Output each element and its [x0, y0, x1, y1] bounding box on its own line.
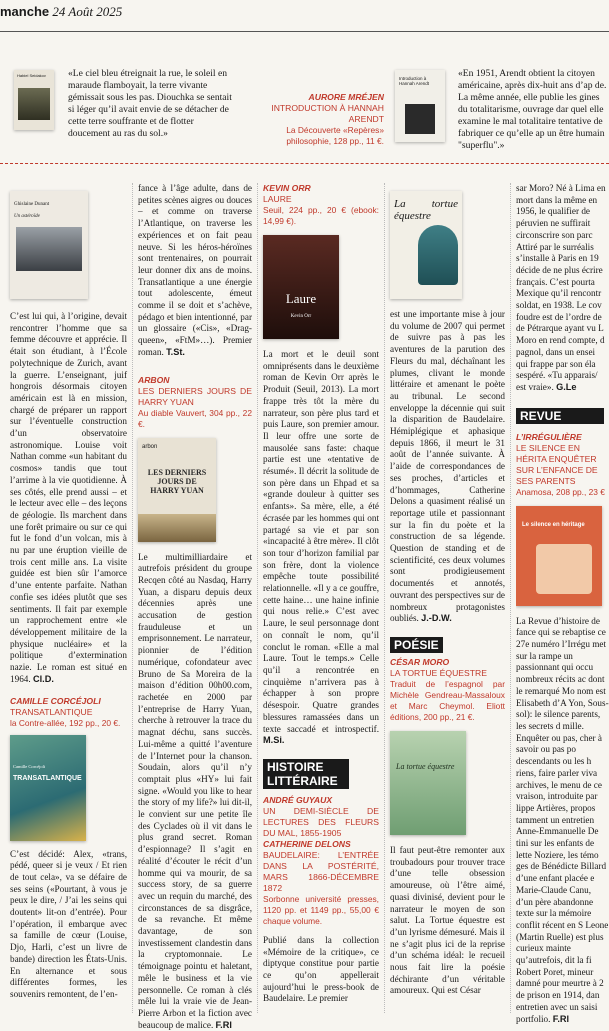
guyaux-author: ANDRÉ GUYAUX [263, 794, 333, 805]
corcejoli-author: CAMILLE CORCÉJOLI [10, 695, 101, 706]
header-date [0, 4, 122, 20]
laure-cover-title: Laure [285, 291, 317, 306]
section-poesie: POÉSIE [390, 637, 443, 653]
column-5 [516, 183, 609, 1025]
baudelaire-review-signature: J.-D.W. [421, 613, 452, 624]
dunant-review-text: C’est lui qui, à l’origine, devait rencontrer l’homme que sa femme découvre et apprécie. Il était son étudiant, à l’École polytechnique de Zurich, avant la guerre. L’enseignant, juif hongrois désormais citoyen américain est là en mission, chargé de préparer un rapport sur l’éventuelle construction d’un observatoire astronomique. Louise voit Nathan comme «un habitant du cosmos» tandis que tout l’arrime à la vie quotidienne. À ses côtés, elle prend aussi – et le lecteur avec elle – des leçons de géologie. Ils marchent dans une forêt primaire ou sur ce qui fut le fond d’un volcan, mis à nu par une éruption vieille de trois cent mille ans. La visite guidée est bien sûr l’amorce d’une entente parfaite. Nathan confie ses idées plutôt que ses sentiments. Il fait par exemple un rapprochement entre «le développement militaire de la physique nucléaire» et la politique d’extermination nazie. Le roman est situé en 1964. [10, 311, 127, 684]
revue-review [516, 616, 609, 1026]
baudelaire-cover-title: La tortue équestre [394, 198, 458, 222]
baudelaire-cover-portrait [418, 225, 458, 285]
baudelaire-review-continued [390, 309, 505, 625]
header-date-text: 24 Août 2025 [52, 4, 123, 19]
banner-center-author: AURORE MRÉJEN [308, 92, 384, 102]
column-2 [138, 183, 252, 1031]
banner-center-publisher: La Découverte «Repères» philosophie, 128 pp., 11 €. [286, 125, 384, 146]
arbon-cover-title: LES DERNIERS JOURS DE HARRY YUAN [147, 467, 207, 495]
banner-center-cover [395, 70, 445, 142]
orr-publisher: Seuil, 224 pp., 20 € (ebook: 14,99 €). [263, 205, 379, 226]
orr-review [263, 349, 379, 747]
column-rule-1 [132, 183, 133, 1013]
section-histoire-litteraire: HISTOIRE LITTÉRAIRE [263, 759, 349, 789]
moro-author: CÉSAR MORO [390, 656, 450, 667]
column-rule-2 [257, 183, 258, 1013]
revue-title: LE SILENCE EN HÉRITA ENQUÊTER SUR L’ENFANCE DE SES PARENTS [516, 442, 598, 486]
transatlantique-cover-author: Camille Corcéjoli [13, 763, 46, 769]
header-day: manche [0, 4, 50, 19]
delons-title: BAUDELAIRE: L’ENTRÉE DANS LA POSTÉRITÉ, MARS 1866-DÉCEMBRE 1872 [263, 849, 379, 893]
laure-cover [263, 235, 339, 339]
moro-review-signature: G.Le [556, 381, 577, 392]
banner-center-cover-title: Introduction à Hannah Arendt [399, 76, 430, 86]
moro-review-continued [516, 183, 609, 394]
delons-author: CATHERINE DELONS [263, 838, 351, 849]
revue-cover-title: Le silence en héritage [522, 521, 585, 528]
arbon-author: ARBON [138, 374, 170, 385]
corcejoli-review: C’est décidé: Alex, «trans, pédé, queer si je veux / Et rien de tout cela», va se défaire de ses seins («Pourtant, à vous je peux le dire, / J’ai les seins qui doutent» lit-on d’entrée). Pour l’opération, il embarque avec sa famille de cœur (Louise, Djo, Harli, c’est un livre de bande) direction les États-Unis. En alternance et sous différentes formes, les souvenirs remontent, de l’en- [10, 848, 127, 999]
moro-review: Il faut peut-être remonter aux troubadours pour trouver trace d’une telle obsession amoureuse, où l’être aimé, quasi divinisé, devient pour le narrateur le moyen de son salut. La Tortue équestre est d’un lyrisme démesuré. Mais il ne s’agit plus ici de la reprise d’un schéma idéal: le recueil nous fait lire la poésie déchirante d’un véritable amoureux. Qui est César [390, 844, 505, 996]
tortue-cover-title: La tortue équestre [396, 761, 455, 771]
orr-author: KEVIN ORR [263, 183, 311, 193]
column-rule-3 [384, 183, 385, 1013]
page-header [0, 0, 609, 32]
column-rule-4 [510, 183, 511, 1013]
column-1 [10, 183, 127, 1001]
baudelaire-review-continued-text: est une importante mise à jour du volume de 2007 qui permet de suivre pas à pas les aventures de la parution des Fleurs du mal, déchaînant les plumes, clivant le monde littéraire et amenant le poète au tribunal. Le second enveloppe la décennie qui suit la disparition de Baudelaire. Hémiplégique et aphasique depuis 1866, il meurt le 31 août de l’année suivante. À l’aide de correspondances de ses proches, d’articles et d’hommages, Catherine Delons a quasiment réalisé un reportage utile et passionnant sur la fin du poète et la construction de sa légende. Question de standing et de scientificité, ces deux volumes sont prodigieusement documentés et annotés, ouvrant des perspectives sur de nombreux protagonistes oubliés. [390, 309, 505, 624]
revue-cover [516, 506, 602, 606]
banner-left-cover [14, 70, 54, 130]
dunant-review [10, 311, 127, 686]
transatlantique-cover [10, 735, 86, 841]
banner-center-title: INTRODUCTION À HANNAH ARENDT [271, 103, 384, 124]
arbon-publisher: Au diable Vauvert, 304 pp., 22 €. [138, 407, 252, 429]
baudelaire-publisher: Sorbonne université presses, 1120 pp. et 1149 pp., 55,00 € chaque volume. [263, 893, 379, 926]
dunant-cover-image [16, 227, 82, 271]
arbon-cover-author: arbon [142, 443, 158, 450]
banner-center-cover-photo [405, 104, 435, 134]
dunant-cover-subtitle: Un astéroïde [14, 213, 40, 219]
column-4 [390, 183, 505, 997]
banner-left-quote: «Le ciel bleu étreignait la rue, le soleil en maraude flamboyait, la terre vivante gémissait sous les pas. Diouchka se sentait si léger qu’il avait envie de se détacher de cette terre souffrante et de flotter doucement au ras du sol.» [68, 68, 232, 139]
arbon-review-text: Le multimilliardaire et autrefois président du groupe Recqen côté au Nasdaq, Harry Yuan, a disparu depuis deux décennies après une accusation de gestion frauduleuse et un emprisonnement. Le narrateur, pionnier de l’édition numérique, cofondateur avec Bruno de Sa Moreira de la maison d’édition 00h00.com, rachetée en 2000 par l’entreprise de Harry Yuan, cherche à retrouver la trace du magnat déchu, sans succès. Lui-même a quitté l’aventure de l’Internet pour la chanson. Soudain, alors qu’il n’y comptait plus «HY» lui fait signe. «Would you like to hear the story of my life?» lui dit-il, le convient sur une petite île des Cyclades où il vit dans le plus grand secret. Roman d’espionnage? Il s’agit en réalité d’écouter le récit d’un homme qui va mourir, de sa success story, de sa guerre avec un requin du marché, des circonstances de sa disgrâce, de sa revanche. Et même davantage, de son investissement clandestin dans la cryptomonnaie. Le témoignage pointu et haletant, mêle le business et la vie personnelle. Ce roman à clés mêle lui la vraie vie de Jean-Pierre Arbon et la fiction avec beaucoup de malice. [138, 551, 252, 1030]
corcejoli-review-continued [138, 183, 252, 359]
column-3 [263, 183, 379, 1005]
banner-center-credits [268, 92, 384, 147]
moro-review-continued-text: sar Moro? Né à Lima en mort dans la même en 1956, le qualifier de péruvien ne suffirait circonscrire son parc Attiré par le surréalis s’installe à Paris en 19 décide de ne plus écrire français. C’est pourta Mexique qu’il rencontr soldat, en 1938. Le cov foudre est de l’ordre de de Pétrarque ayant vu L Moro en rend compte, d pagnol, dans un ensei qui frappe par son éla sespéré. «Tu apparais/ est vraie». [516, 183, 606, 392]
revue-name: L’IRRÉGULIÈRE [516, 431, 582, 442]
dunant-review-signature: Cl.D. [32, 673, 54, 684]
arbon-title: LES DERNIERS JOURS DE HARRY YUAN [138, 385, 252, 407]
tortue-cover [390, 731, 466, 835]
banner-right-quote: «En 1951, Arendt obtient la citoyen américaine, après dix-huit ans d’ap de. La même année, elle publie les gines du totalitarisme, ouvrage dar quel elle examine le mal totalitaire tentative de fabriquer ce qu’elle ap un être humain "superflu".» [458, 68, 607, 151]
orr-review-signature: M.Si. [263, 735, 285, 746]
section-revue: REVUE [516, 408, 604, 424]
corcejoli-publisher: la Contre-allée, 192 pp., 20 €. [10, 717, 121, 728]
header-rule [0, 31, 609, 32]
revue-review-text: La Revue d’histoire de fance qui se rebaptise ce 27e numéro l’Irrégu met sur la rampe un passionnant qui occu nombreux récits ac dont le remarqué Mo nom est Elisabeth d’A Yon, Sous-sol): le silence parents, les secrets d mille. Enquêter ou pas, cher à savoir ou pas po descendants ou les h riens, faire parler viva archives, le menu de ce vraison, introduite par lippe Artières, propos tamment un entretien Anne-Emmanuelle De tini sur les enfants de lette Noziere, les témo ges de Bénédicte Billard d’une enfant placée e Marie-Claude Canu, d’un père abandonne texte sur la mémoire conflit récent en S Leone (Martin Ruelle) est plus curieux mainte qu’autrefois, dit la fi Robert Poret, mineur damné pour meurtre à 2 de prison en 1914, dan entretien avec un saisi portfolio. [516, 615, 609, 1024]
banner-left-cover-image [18, 88, 50, 120]
corcejoli-review-continued-text: fance à l’âge adulte, dans de petites scènes aigres ou douces – et comme on traverse l’Atlantique, on traverse les expériences et on fait peau neuve. Si les héros-héroïnes sont trentenaires, on pourrait leur donner dix ans de moins. Transatlantique a une énergie tout adolescente, émeut comme il se doit et s’achève, pédago et bien intentionné, par un glossaire («Cis», «Drag-queen», «FtM»…). Premier roman. [138, 183, 252, 357]
arbon-review-signature: F.Rl [215, 1019, 232, 1030]
banner-left-cover-title: Habiel Seidakov [17, 73, 46, 78]
orr-title: LAURE [263, 194, 292, 204]
banner-divider [0, 163, 609, 164]
dunant-cover-author: Ghislaine Dunant [14, 202, 50, 207]
baudelaire-cover [390, 191, 462, 299]
revue-publisher: Anamosa, 208 pp., 23 € [516, 486, 605, 497]
quote-banner [0, 40, 609, 155]
corcejoli-title: TRANSATLANTIQUE [10, 706, 93, 717]
arbon-cover [138, 438, 216, 542]
orr-review-text: La mort et le deuil sont omniprésents dans le deuxième roman de Kevin Orr après le Produit (Seuil, 2013). La mort frappe très tôt la mère du narrateur, son père plus tard et puis Laure, son premier amour. Il leur offre une sorte de mausolée sans faste: chaque partie est une «tentative de résumé». Il décrit la solitude de son père dans un Ehpad et sa «grande douleur à quitter ses enfants». Sa mère, elle, a été écrasée par les hommes qui ont partagé sa vie et par son «incapacité à être mère». Il clôt son tour d’horizon familial par son frère, dont la violence empêche toute possibilité relationnelle. «Il y a ce gouffre, cette haine… une haine infinie qui nous relie.» C’est avec Laure, le seul personnage dont on connaît le nom, qu’il conclut le roman. «Elle a mal Laure. Tout le temps.» Celle qu’il a rencontrée en cinquième n’arrivera pas à échapper à son propre désespoir. Quatre grandes blessures ramassées dans un texte saccadé et introspectif. [263, 349, 379, 734]
revue-cover-image [536, 544, 592, 594]
moro-publisher: Traduit de l’espagnol par Michèle Gendreau-Massaloux et Marc Cheymol. Eliott éditions, 200 pp., 21 €. [390, 678, 505, 722]
moro-title: LA TORTUE ÉQUESTRE [390, 667, 487, 678]
guyaux-title: UN DEMI-SIÈCLE DE LECTURES DES FLEURS DU MAL, 1855-1905 [263, 805, 379, 838]
revue-review-signature: F.Rl [552, 1013, 570, 1024]
transatlantique-cover-title: TRANSATLANTIQUE [13, 774, 82, 782]
baudelaire-review: Publié dans la collection «Mémoire de la critique», ce diptyque constitue pour partie ce qu’on appellerait aujourd’hui le press-book de Baudelaire. Le premier [263, 934, 379, 1004]
laure-cover-author: Kevin Orr [290, 314, 312, 319]
arbon-cover-image [138, 514, 216, 542]
dunant-cover [10, 191, 88, 299]
arbon-review [138, 552, 252, 1031]
corcejoli-review-signature: T.St. [166, 346, 185, 357]
